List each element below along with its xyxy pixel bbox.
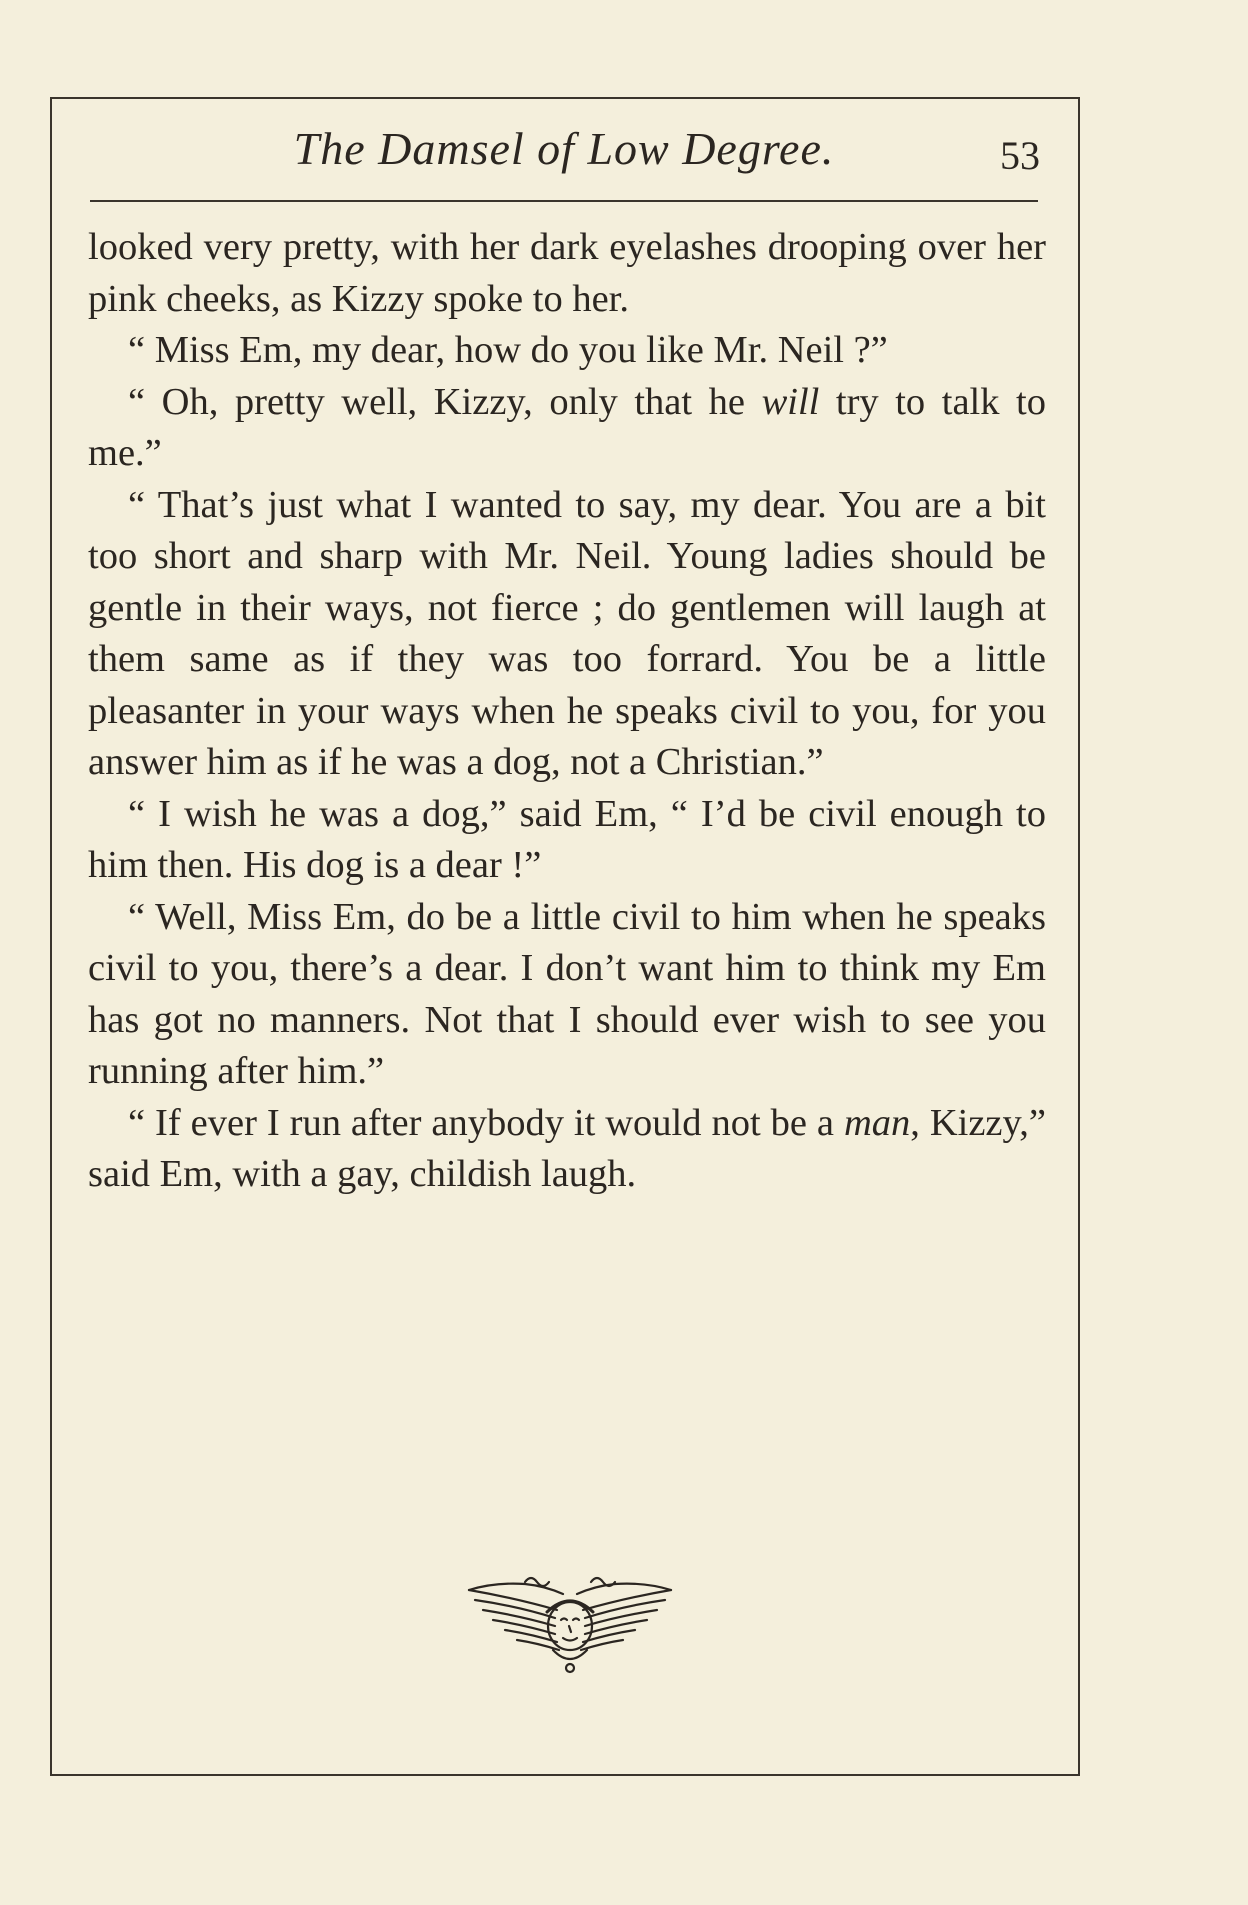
paragraph-5: “ I wish he was a dog,” said Em, “ I’d be civil enough to him then. His dog is a dear !” xyxy=(88,792,1046,886)
header-rule xyxy=(90,200,1038,202)
paragraph-3-text-end: try to talk to me.” xyxy=(88,380,1046,474)
paragraph-6: “ Well, Miss Em, do be a little civil to him when he speaks civil to you, there’s a dear. I don’t want him to think my Em has got no manners. Not that I should ever wish to see you running after him.” xyxy=(88,895,1046,1092)
paragraph-7 xyxy=(88,1098,1046,1201)
paragraph-7-text-start: “ If ever I run after anybody it would not be a xyxy=(128,1101,844,1144)
paragraph-3 xyxy=(88,377,1046,480)
winged-cherub-head-icon xyxy=(465,1568,675,1678)
paragraph-2: “ Miss Em, my dear, how do you like Mr. Neil ?” xyxy=(128,329,888,371)
running-title: The Damsel of Low Degree. xyxy=(293,123,835,174)
page-number: 53 xyxy=(1000,133,1040,178)
paragraph-4: “ That’s just what I wanted to say, my dear. You are a bit too short and sharp with Mr. Neil. Young ladies should be gentle in their ways, not fierce ; do gentlemen will laugh at them same as if they was too forrard. You be a little pleasanter in your ways when he speaks civil to you, for you answer him as if he was a dog, not a Christian.” xyxy=(88,483,1046,783)
emphasis-will: will xyxy=(761,380,820,423)
paragraph-1: looked very pretty, with her dark eyelashes drooping over her pink cheeks, as Kizzy spoke to her. xyxy=(88,226,1046,320)
body-text xyxy=(88,222,1046,1201)
paragraph-7-text-end: , Kizzy,” said Em, with a gay, childish laugh. xyxy=(88,1101,1046,1195)
page-header xyxy=(88,114,1040,184)
paragraph-3-text-start: “ Oh, pretty well, Kizzy, only that he xyxy=(128,380,762,423)
emphasis-man: man xyxy=(843,1101,911,1144)
